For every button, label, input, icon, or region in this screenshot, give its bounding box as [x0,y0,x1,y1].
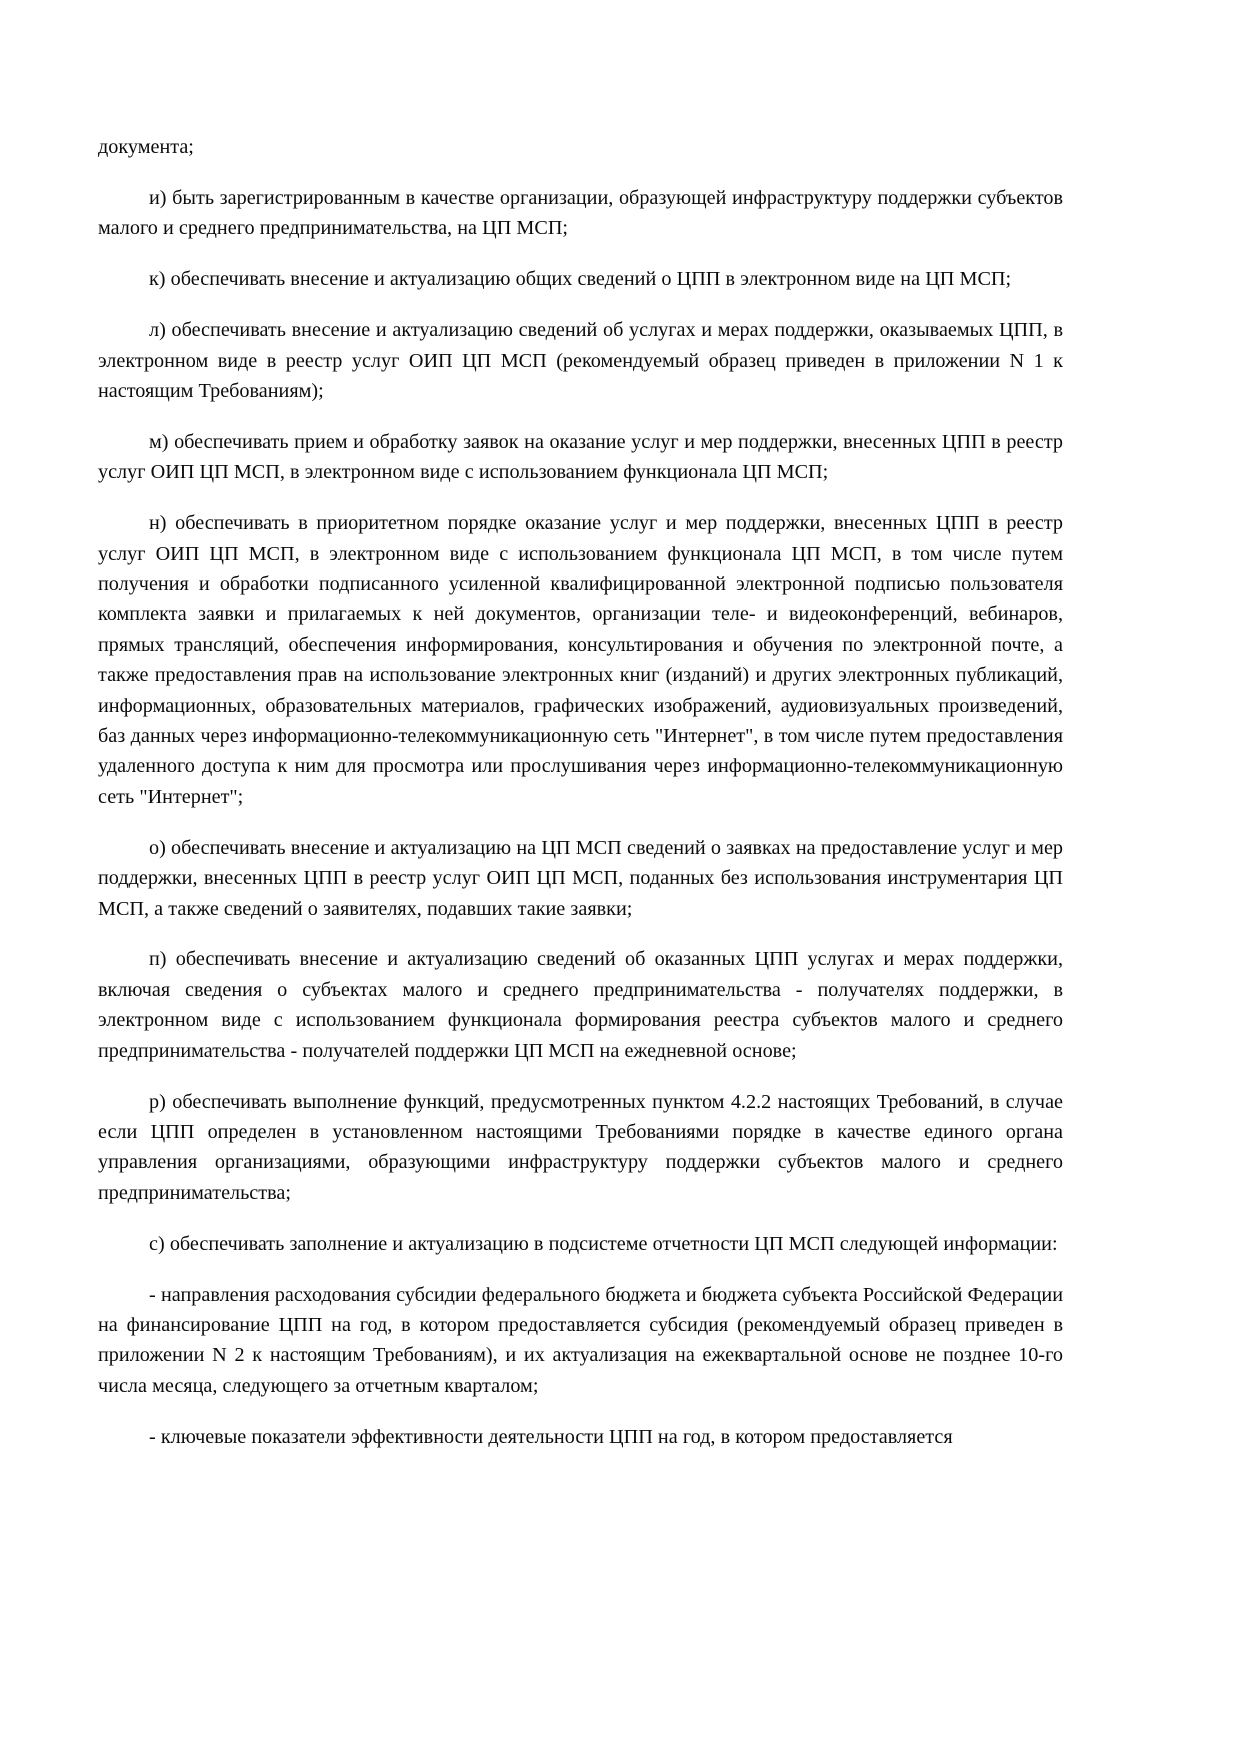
paragraph-continuation-dokumenta: документа; [98,136,194,158]
paragraph-item-l: л) обеспечивать внесение и актуализацию сведений об услугах и мерах поддержки, оказываемых ЦПП, в электронном виде в реестр услуг ОИП ЦП МСП (рекомендуемый образец приведен в приложении N 1 к настоящим Требованиям); [98,319,1063,402]
paragraph-item-o: о) обеспечивать внесение и актуализацию на ЦП МСП сведений о заявках на предоставление услуг и мер поддержки, внесенных ЦПП в реестр услуг ОИП ЦП МСП, поданных без использования инструментария ЦП МСП, а также сведений о заявителях, подавших такие заявки; [98,836,1063,920]
paragraph-item-s: с) обеспечивать заполнение и актуализацию в подсистеме отчетности ЦП МСП следующей информации: [149,1232,1058,1255]
paragraph-item-n: н) обеспечивать в приоритетном порядке оказание услуг и мер поддержки, внесенных ЦПП в реестр услуг ОИП ЦП МСП, в электронном виде с использованием функционала ЦП МСП, в том числе путем получения и обработки подписанного усиленной квалифицированной электронной подписью пользователя комплекта заявки и прилагаемых к ней документов, организации теле- и видеоконференций, вебинаров, прямых трансляций, обеспечения информирования, консультирования и обучения по электронной почте, а также предоставления прав на использование электронных книг (изданий) и других электронных публикаций, информационных, образовательных материалов, графических изображений, аудиовизуальных произведений, баз данных через информационно-телекоммуникационную сеть "Интернет", в том числе путем предоставления удаленного доступа к ним для просмотра или прослушивания через информационно-телекоммуникационную сеть "Интернет"; [98,512,1063,808]
paragraph-item-p: п) обеспечивать внесение и актуализацию сведений об оказанных ЦПП услугах и мерах поддержки, включая сведения о субъектах малого и среднего предпринимательства - получателях поддержки, в электронном виде с использованием функционала формирования реестра субъектов малого и среднего предпринимательства - получателей поддержки ЦП МСП на ежедневной основе; [98,948,1063,1062]
paragraph-item-r: р) обеспечивать выполнение функций, предусмотренных пунктом 4.2.2 настоящих Требований, в случае если ЦПП определен в установленном настоящими Требованиями порядке в качестве единого органа управления организациями, образующими инфраструктуру поддержки субъектов малого и среднего предпринимательства; [98,1090,1063,1204]
document-text-body [98,132,1063,1452]
paragraph-item-k: к) обеспечивать внесение и актуализацию общих сведений о ЦПП в электронном виде на ЦП МСП; [149,268,1012,291]
paragraph-dash-item-2: - ключевые показатели эффективности деятельности ЦПП на год, в котором предоставляется [149,1425,953,1448]
paragraph-item-m: м) обеспечивать прием и обработку заявок на оказание услуг и мер поддержки, внесенных ЦПП в реестр услуг ОИП ЦП МСП, в электронном виде с использованием функционала ЦП МСП; [98,430,1063,484]
paragraph-item-i: и) быть зарегистрированным в качестве организации, образующей инфраструктуру поддержки субъектов малого и среднего предпринимательства, на ЦП МСП; [98,186,1063,240]
paragraph-dash-item-1: - направления расходования субсидии федерального бюджета и бюджета субъекта Российской Федерации на финансирование ЦПП на год, в котором предоставляется субсидия (рекомендуемый образец приведен в приложении N 2 к настоящим Требованиям), и их актуализация на ежеквартальной основе не позднее 10-го числа месяца, следующего за отчетным кварталом; [98,1283,1063,1397]
